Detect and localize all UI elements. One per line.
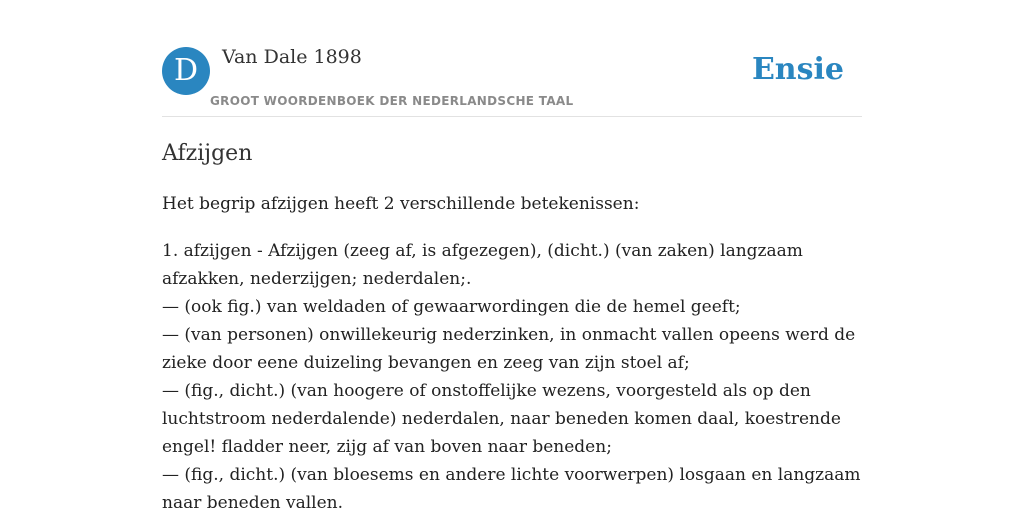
definition-line: — (fig., dicht.) (van hoogere of onstoffelijke wezens, voorgesteld als op den	[162, 381, 811, 401]
dictionary-header	[162, 0, 862, 117]
definition-line: — (van personen) onwillekeurig nederzinken, in onmacht vallen opeens werd de	[162, 325, 856, 345]
dictionary-logo[interactable]: D	[162, 47, 210, 95]
definition-line: engel! fladder neer, zijg af van boven naar beneden;	[162, 437, 612, 457]
brand-logo[interactable]: Ensie	[751, 52, 844, 87]
dictionary-subtitle: GROOT WOORDENBOEK DER NEDERLANDSCHE TAAL	[210, 94, 574, 108]
entry-content	[162, 138, 862, 512]
definition-line: afzakken, nederzijgen; nederdalen;.	[162, 269, 472, 289]
definition-line: — (ook fig.) van weldaden of gewaarwordingen die de hemel geeft;	[162, 297, 741, 317]
entry-intro: Het begrip afzijgen heeft 2 verschillende betekenissen:	[162, 194, 640, 214]
definition-line: luchtstroom nederdalende) nederdalen, naar beneden komen daal, koestrende	[162, 409, 841, 429]
definition-line: 1. afzijgen - Afzijgen (zeeg af, is afgezegen), (dicht.) (van zaken) langzaam	[162, 241, 803, 261]
entry-definition	[162, 237, 862, 512]
dictionary-name-link[interactable]: Van Dale 1898	[222, 46, 362, 68]
definition-line: — (fig., dicht.) (van bloesems en andere lichte voorwerpen) losgaan en langzaam	[162, 465, 861, 485]
definition-line: naar beneden vallen.	[162, 493, 344, 512]
definition-line: zieke door eene duizeling bevangen en zeeg van zijn stoel af;	[162, 353, 690, 373]
entry-title: Afzijgen	[162, 141, 253, 166]
